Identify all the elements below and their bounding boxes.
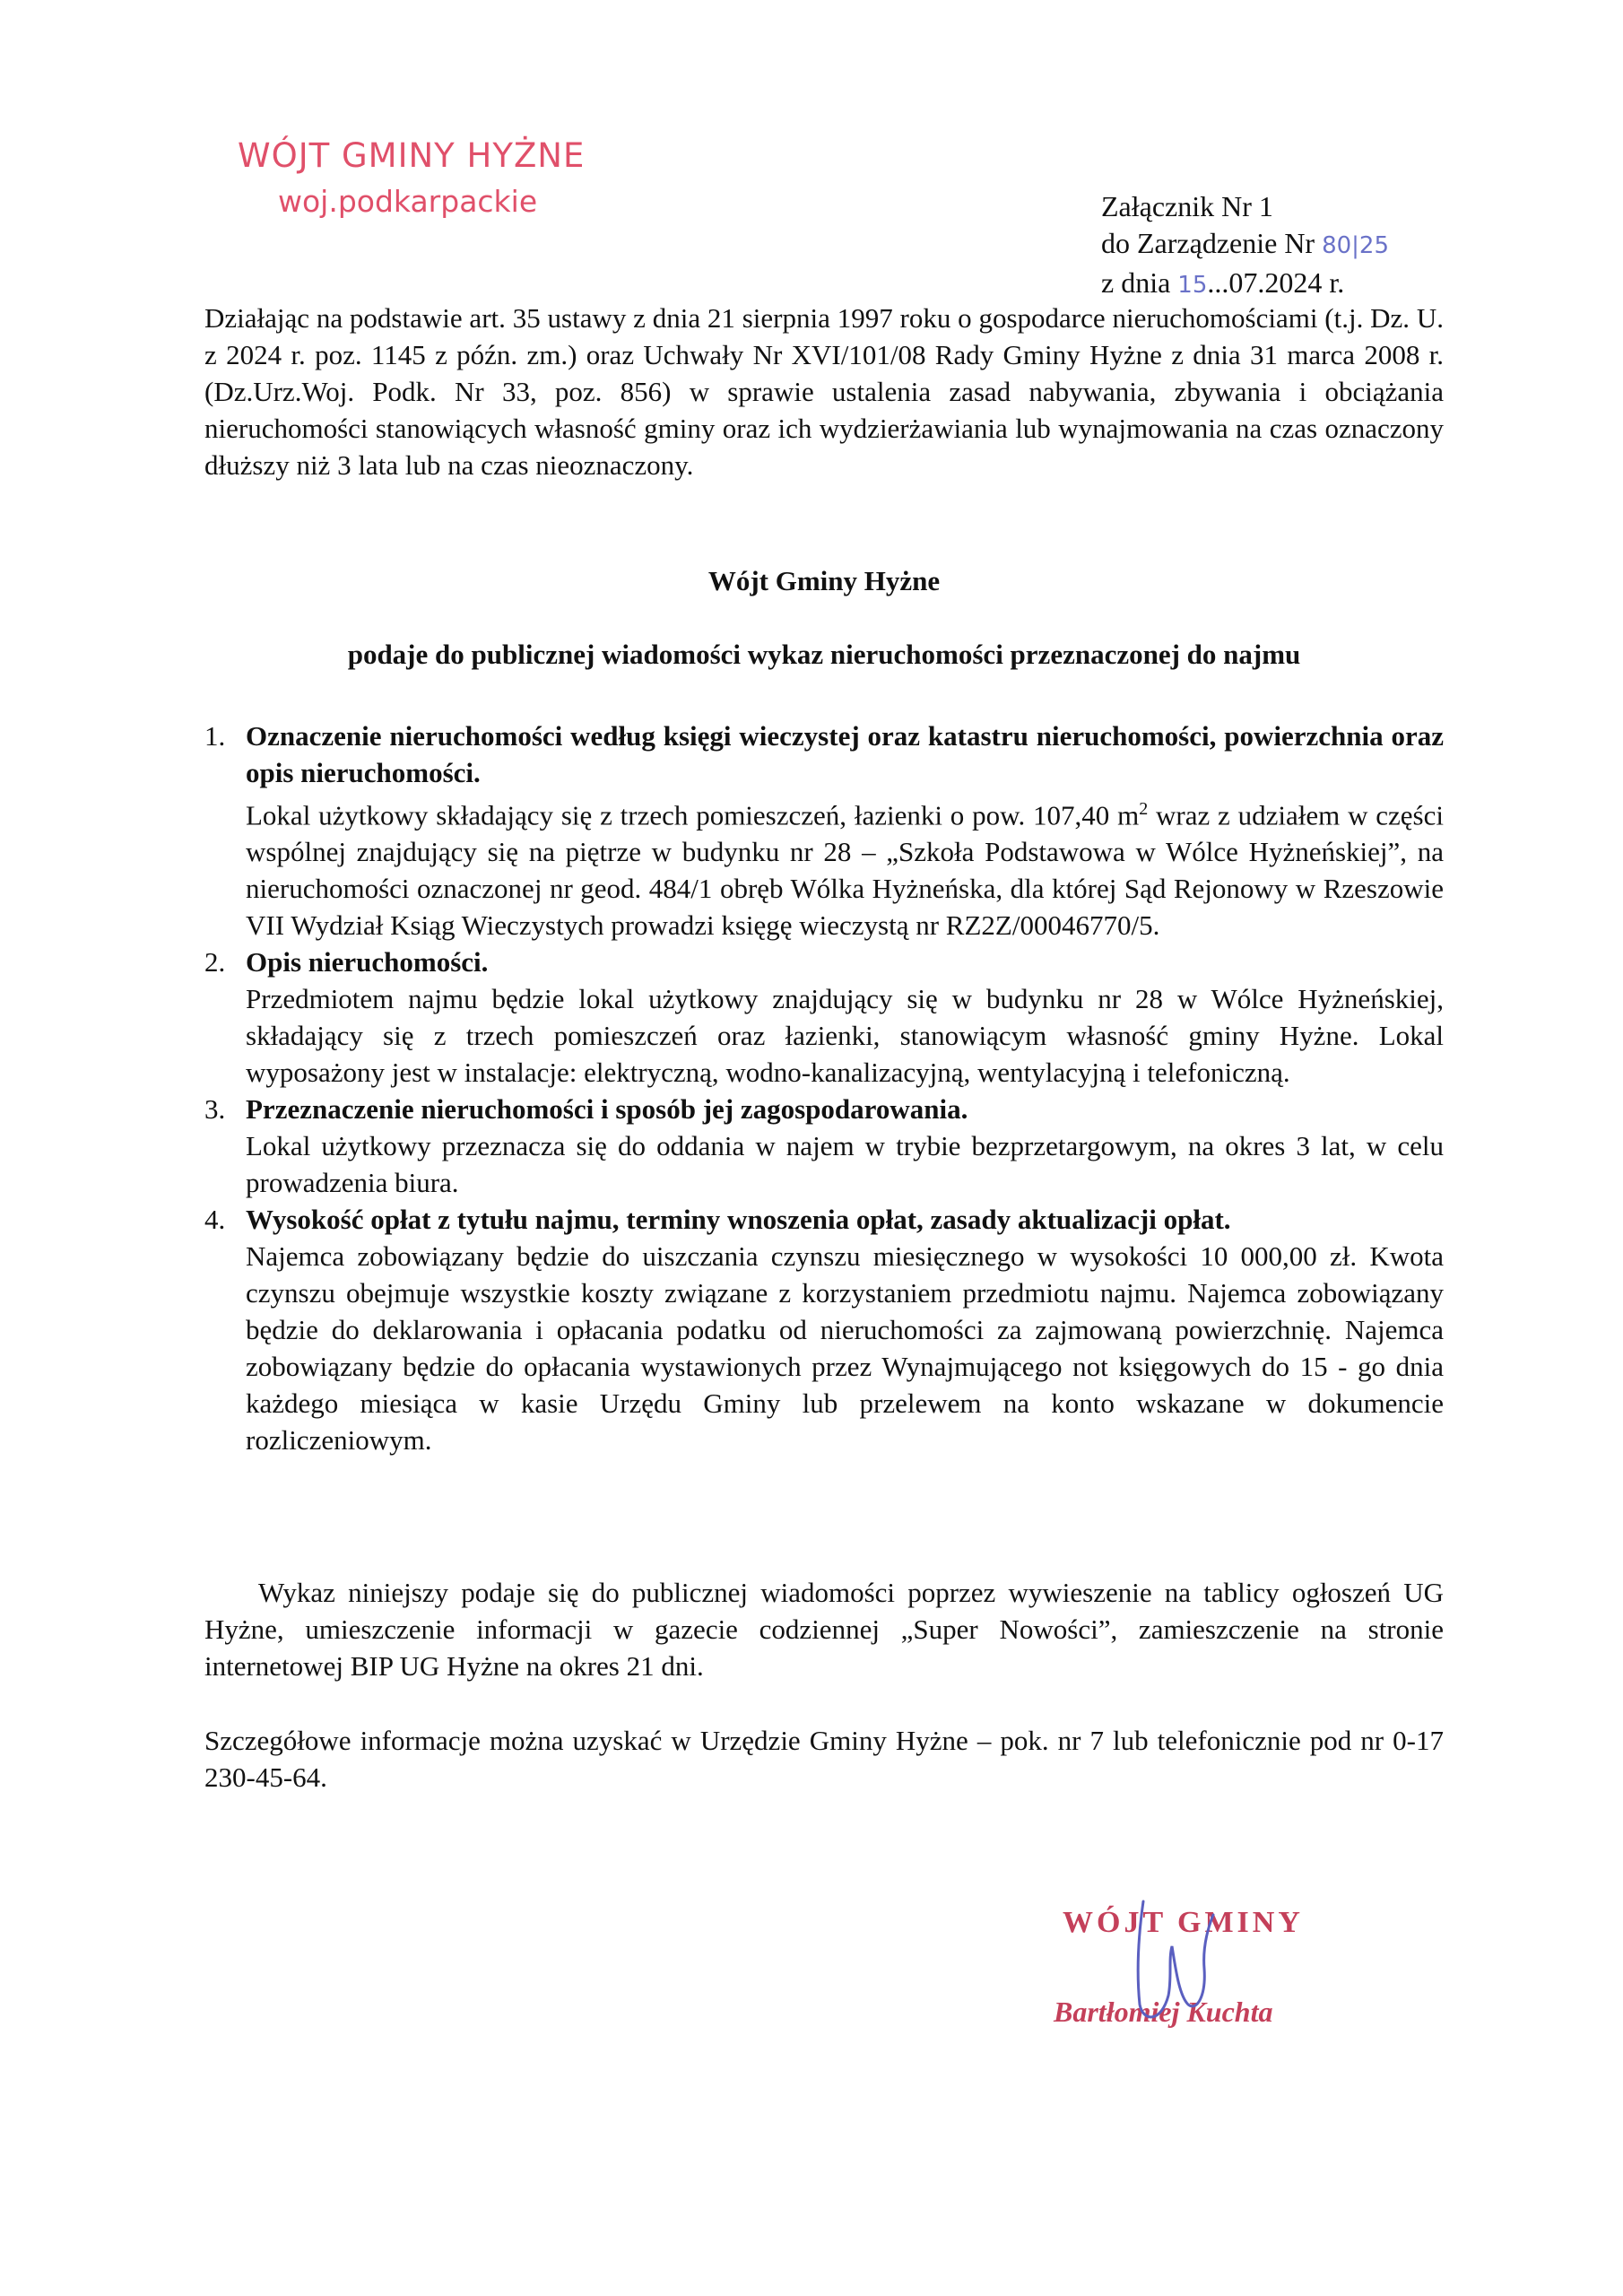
annex-header (1101, 188, 1389, 304)
annex-line-1: Załącznik Nr 1 (1101, 190, 1273, 222)
annex-line-3-text: z dnia (1101, 266, 1178, 299)
list-item (204, 718, 1444, 944)
item-heading: Wysokość opłat z tytułu najmu, terminy wnoszenia opłat, zasady aktualizacji opłat. (246, 1204, 1231, 1236)
item-body: Przedmiotem najmu będzie lokal użytkowy znajdujący się w budynku nr 28 w Wólce Hyżneńskiej, składający się z trzech pomieszczeń oraz łazienki, stanowiącym własność gminy Hyżne. Lokal wyposażony jest w instalacje: elektryczną, wodno-kanalizacyjną, wentylacyjną i telefoniczną. (246, 983, 1444, 1089)
item-body: Najemca zobowiązany będzie do uiszczania czynszu miesięcznego w wysokości 10 000,00 zł. Kwota czynszu obejmuje wszystkie koszty związane z korzystaniem przedmiotu najmu. Najemca zobowiązany będzie do deklarowania i opłacania podatku od nieruchomości za zajmowaną powierzchnię. Najemca zobowiązany będzie do opłacania wystawionych przez Wynajmującego not księgowych do 15 - go dnia każdego miesiąca w kasie Urzędu Gminy lub przelewem na konto wskazane w dokumencie rozliczeniowym. (246, 1240, 1444, 1457)
document-heading: Wójt Gminy Hyżne (707, 565, 941, 596)
annex-line-3-date: ...07.2024 r. (1207, 266, 1345, 299)
handwritten-ordinance-number: 80|25 (1322, 232, 1390, 259)
annex-line-2-text: do Zarządzenie Nr (1101, 227, 1323, 259)
annex-line-3 (1101, 265, 1389, 304)
handwritten-day: 15 (1177, 272, 1208, 299)
document-subheading: podaje do publicznej wiadomości wykaz nieruchomości przeznaczonej do najmu (347, 639, 1301, 670)
item-heading: Przeznaczenie nieruchomości i sposób jej zagospodarowania. (246, 1093, 968, 1126)
item-number: 2. (204, 946, 226, 978)
item-heading: Oznaczenie nieruchomości według księgi wieczystej oraz katastru nieruchomości, powierzchnia oraz opis nieruchomości. (246, 720, 1444, 788)
signature-name: Bartłomiej Kuchta (1054, 1996, 1273, 2028)
item-body: Lokal użytkowy przeznacza się do oddania w najem w trybie bezprzetargowym, na okres 3 lat, w celu prowadzenia biura. (246, 1130, 1444, 1199)
publication-paragraph: Wykaz niniejszy podaje się do publicznej wiadomości poprzez wywieszenie na tablicy ogłoszeń UG Hyżne, umieszczenie informacji w gazecie codziennej „Super Nowości”, zamieszczenie na stronie internetowej BIP UG Hyżne na okres 21 dni. (204, 1577, 1444, 1682)
item-number: 1. (204, 720, 226, 752)
stamp-line-2: woj.podkarpackie (278, 184, 538, 219)
item-body-text-cont: wraz z udziałem w części wspólnej znajdujący się na piętrze w budynku nr 28 – „Szkoła Podstawowa w Wólce Hyżneńskiej”, na nieruchomości oznaczonej nr geod. 484/1 obręb Wólka Hyżneńska, dla której Sąd Rejonowy w Rzeszowie VII Wydział Ksiąg Wieczystych prowadzi księgę wieczystą nr RZ2Z/00046770/5. (246, 799, 1444, 942)
list-item (204, 944, 1444, 1091)
list-item (204, 1091, 1444, 1201)
signature-stamp (1054, 1897, 1394, 2049)
property-items-list (204, 718, 1444, 1458)
item-body (246, 791, 1444, 944)
stamp-line-1: WÓJT GMINY HYŻNE (238, 136, 586, 175)
signature-title: WÓJT GMINY (1063, 1906, 1304, 1939)
office-stamp (238, 136, 585, 219)
intro-paragraph: Działając na podstawie art. 35 ustawy z dnia 21 sierpnia 1997 roku o gospodarce nieruchomościami (t.j. Dz. U. z 2024 r. poz. 1145 z późn. zm.) oraz Uchwały Nr XVI/101/08 Rady Gminy Hyżne z dnia 31 marca 2008 r. (Dz.Urz.Woj. Podk. Nr 33, poz. 856) w sprawie ustalenia zasad nabywania, zbywania i obciążania nieruchomości stanowiących własność gminy oraz ich wydzierżawiania lub wynajmowania na czas oznaczony dłuższy niż 3 lata lub na czas nieoznaczony. (204, 302, 1444, 481)
contact-paragraph: Szczegółowe informacje można uzyskać w Urzędzie Gminy Hyżne – pok. nr 7 lub telefonicznie pod nr 0-17 230-45-64. (204, 1725, 1444, 1793)
item-number: 4. (204, 1204, 226, 1236)
superscript: 2 (1139, 799, 1149, 819)
annex-line-2 (1101, 225, 1389, 265)
handwritten-signature-icon (1054, 1897, 1394, 2049)
item-body-text: Lokal użytkowy składający się z trzech pomieszczeń, łazienki o pow. 107,40 m (246, 799, 1140, 831)
item-number: 3. (204, 1093, 226, 1126)
list-item (204, 1201, 1444, 1458)
item-heading: Opis nieruchomości. (246, 946, 489, 978)
